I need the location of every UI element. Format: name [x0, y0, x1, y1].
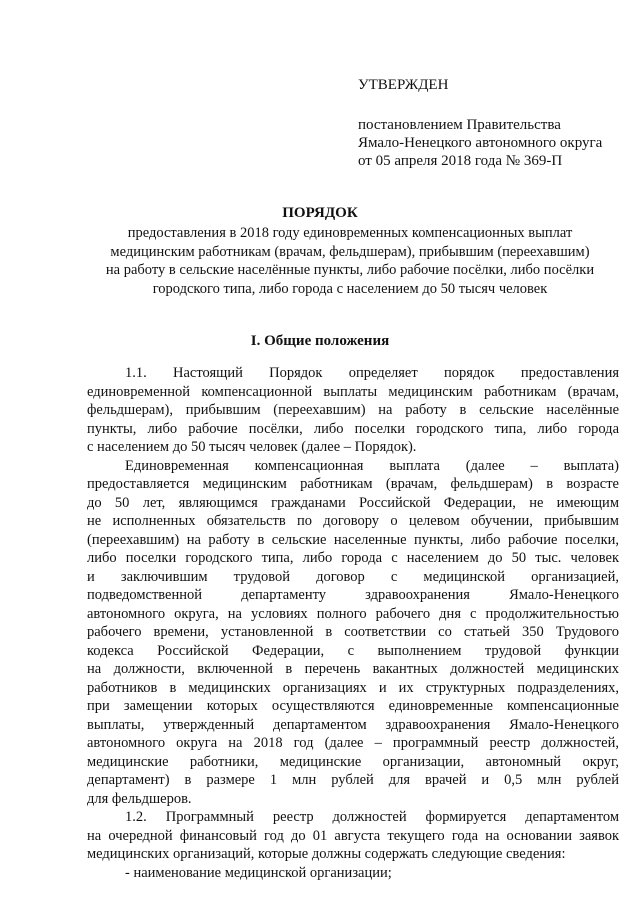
paragraph-line: предоставляется медицинским работникам (врачам, фельдшерам) в возрасте	[87, 476, 619, 492]
section-heading: I. Общие положения	[250, 333, 390, 349]
paragraph-line: 1.2. Программный реестр должностей формируется департаментом	[125, 809, 619, 825]
paragraph-line: на должности, включенной в перечень вакантных должностей медицинских	[87, 661, 619, 677]
document-title: ПОРЯДОК	[282, 205, 358, 221]
paragraph-line: медицинских организаций, которые должны содержать следующие сведения:	[87, 846, 566, 862]
paragraph-line: - наименование медицинской организации;	[125, 864, 392, 881]
paragraph-line: департамент) в размере 1 млн рублей для врачей и 0,5 млн рублей	[87, 772, 619, 788]
document-subtitle	[80, 224, 620, 298]
approval-line: Ямало-Ненецкого автономного округа	[358, 135, 603, 151]
paragraph-line: либо поселки городского типа, либо города с населением до 50 тыс. человек	[87, 550, 619, 566]
subtitle-line: городского типа, либо города с населением до 50 тысяч человек	[152, 280, 548, 297]
paragraph-line: с населением до 50 тысяч человек (далее – Порядок).	[87, 439, 417, 455]
paragraph-line: автономного округа, на условиях полного рабочего дня с продолжительностью	[87, 605, 619, 622]
paragraph-line: медицинские работники, медицинские организации, автономный округ,	[87, 753, 619, 770]
approval-title: УТВЕРЖДЕН	[358, 77, 449, 93]
section-body	[87, 364, 619, 882]
paragraph-line: кодекса Российской Федерации, с выполнением трудовой функции	[87, 642, 619, 659]
paragraph-line: рабочего времени, установленной в соответствии со статьей 350 Трудового	[87, 624, 619, 640]
paragraph-line: подведомственной департаменту здравоохранения Ямало-Ненецкого	[87, 587, 619, 603]
paragraph-line: автономного округа на 2018 год (далее – программный реестр должностей,	[87, 735, 619, 751]
paragraph-line: и заключившим трудовой договор с медицинской организацией,	[87, 568, 619, 585]
paragraph-line: единовременной компенсационной выплаты медицинским работникам (врачам,	[87, 383, 619, 400]
paragraph-line: не исполненных обязательств по договору о целевом обучении, прибывшим	[87, 513, 619, 529]
subtitle-line: предоставления в 2018 году единовременных компенсационных выплат	[127, 225, 573, 241]
paragraph-line: (переехавшим) на работу в сельские населенные пункты, либо рабочие поселки,	[87, 531, 619, 548]
paragraph-line: Единовременная компенсационная выплата (далее – выплата)	[125, 457, 619, 474]
approval-line: от 05 апреля 2018 года № 369-П	[358, 153, 563, 169]
paragraph-line: работников в медицинских организациях и их структурных подразделениях,	[87, 679, 619, 696]
approval-block	[358, 76, 618, 170]
paragraph-line: для фельдшеров.	[87, 790, 192, 807]
subtitle-line: на работу в сельские населённые пункты, либо рабочие посёлки, либо посёлки	[105, 262, 595, 278]
paragraph-line: пункты, либо рабочие посёлки, либо поселки городского типа, либо города	[87, 420, 619, 437]
paragraph-line: фельдшерам), прибывшим (переехавшим) на работу в сельские населённые	[87, 402, 619, 418]
paragraph-line: при замещении которых осуществляются единовременные компенсационные	[87, 698, 619, 714]
paragraph-line: выплаты, утвержденный департаментом здравоохранения Ямало-Ненецкого	[87, 716, 619, 733]
paragraph-line: 1.1. Настоящий Порядок определяет порядок предоставления	[125, 365, 619, 381]
paragraph-line: до 50 лет, являющимся гражданами Российской Федерации, не имеющим	[87, 494, 619, 511]
paragraph-line: на очередной финансовый год до 01 августа текущего года на основании заявок	[87, 827, 619, 844]
subtitle-line: медицинским работникам (врачам, фельдшерам), прибывшим (переехавшим)	[110, 243, 590, 260]
approval-line: постановлением Правительства	[358, 117, 561, 133]
